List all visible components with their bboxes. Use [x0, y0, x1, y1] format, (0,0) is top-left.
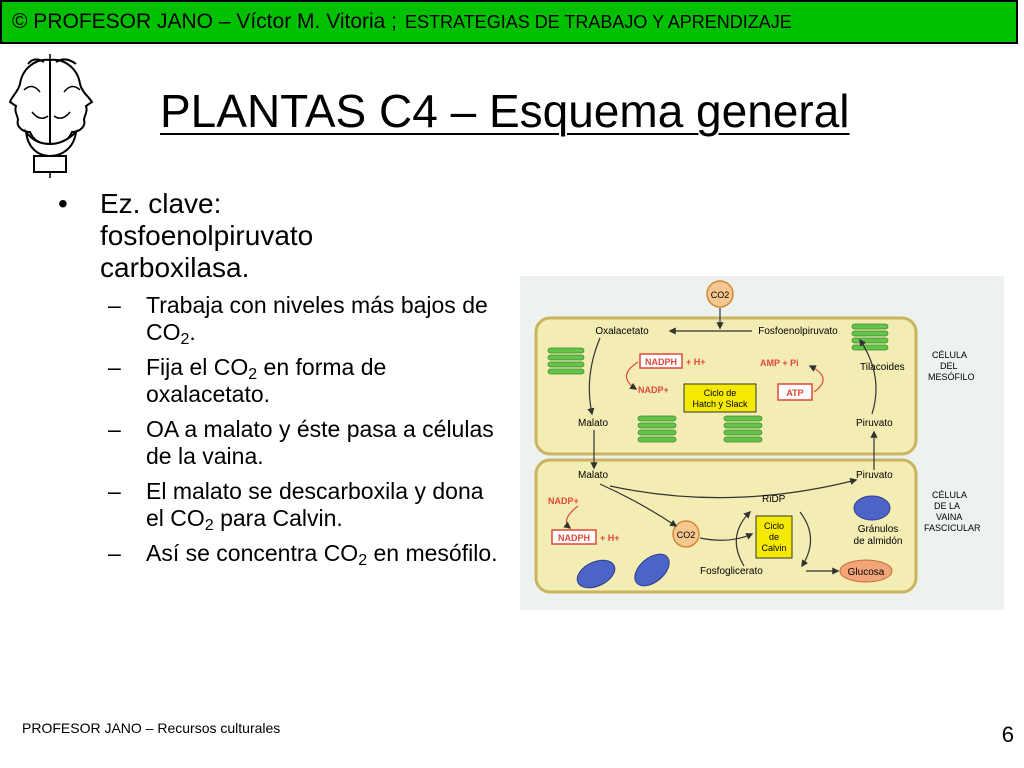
sub-bullet-marker: – [108, 354, 121, 380]
calvin-label-1: Ciclo [763, 521, 785, 531]
calvin-label-2: de [768, 532, 780, 542]
tilacoides-label: Tilacoides [860, 362, 905, 373]
sub-bullet-text: Fija el CO [146, 354, 249, 380]
sub-bullet [108, 354, 508, 408]
sub-bullet-text-end: para Calvin. [213, 505, 343, 531]
sub-bullet [108, 416, 508, 470]
sub-bullet-list [108, 292, 508, 567]
sub-bullet-marker: – [108, 416, 121, 442]
sub-bullet-text: Trabaja con niveles más bajos de CO [146, 292, 488, 345]
ridp-label: RiDP [762, 494, 786, 505]
page-number: 6 [1001, 722, 1014, 747]
piruvato-label-bottom: Piruvato [856, 470, 893, 481]
main-bullet-text: Ez. clave: fosfoenolpiruvato carboxilasa. [100, 188, 314, 283]
footer-text: PROFESOR JANO – Recursos culturales [22, 720, 281, 736]
sub-bullet-marker: – [108, 478, 121, 504]
subscript: 2 [248, 366, 258, 383]
sub-bullet-text-end: . [189, 319, 196, 345]
co2-label-bottom: CO2 [676, 530, 696, 540]
c4-diagram [520, 276, 1004, 610]
nadp-label-bottom: NADP+ [548, 496, 579, 506]
subscript: 2 [180, 331, 190, 348]
sub-bullet-marker: – [108, 292, 121, 318]
nadph-label-top: NADPH [644, 357, 678, 367]
bullet-list [58, 188, 508, 575]
header-copyright: © PROFESOR JANO – Víctor M. Vitoria ; [12, 10, 398, 33]
nadp-label-top: NADP+ [638, 385, 669, 395]
piruvato-label-top: Piruvato [856, 418, 893, 429]
vaina-label-1: CÉLULA [932, 490, 968, 500]
vaina-label-3: VAINA [936, 512, 963, 522]
slide-title: PLANTAS C4 – Esquema general [160, 85, 850, 137]
header-subtitle: ESTRATEGIAS DE TRABAJO Y APRENDIZAJE [405, 11, 792, 32]
oxalacetato-label: Oxalacetato [595, 326, 649, 337]
meso-label-2: DEL [940, 361, 958, 371]
h-plus-label-top: + H+ [686, 357, 706, 367]
vaina-label-2: DE LA [934, 501, 961, 511]
malato-label-bottom: Malato [578, 470, 609, 481]
hatch-label-1: Ciclo de [703, 388, 737, 398]
malato-label-top: Malato [578, 418, 609, 429]
calvin-label-3: Calvin [761, 543, 787, 553]
fosfoglicerato-label: Fosfoglicerato [700, 566, 763, 577]
subscript: 2 [358, 552, 368, 569]
sub-bullet-text-end: en mesófilo. [367, 540, 498, 566]
janus-logo-icon [4, 52, 100, 180]
nadph-label-bottom: NADPH [557, 533, 591, 543]
sub-bullet-text-end: en forma de oxalacetato. [146, 354, 387, 407]
meso-label-3: MESÓFILO [928, 372, 975, 382]
vaina-label-4: FASCICULAR [924, 523, 981, 533]
sub-bullet-text: Así se concentra CO [146, 540, 359, 566]
h-plus-label-bottom: + H+ [600, 533, 620, 543]
sub-bullet [108, 478, 508, 532]
atp-label: ATP [786, 388, 804, 398]
fosfoenolpiruvato-label: Fosfoenolpiruvato [758, 326, 838, 337]
glucosa-label: Glucosa [847, 567, 885, 578]
sub-bullet-marker: – [108, 540, 121, 566]
amp-pi-label: AMP + Pi [760, 358, 799, 368]
hatch-label-2: Hatch y Slack [692, 399, 748, 409]
starch-granule [854, 496, 890, 520]
sub-bullet [108, 292, 508, 346]
main-bullet [58, 188, 508, 284]
co2-label-top: CO2 [710, 290, 730, 300]
granulos-label-2: de almidón [853, 536, 903, 547]
sub-bullet [108, 540, 508, 567]
sub-bullet-text: El malato se descarboxila y dona el CO [146, 478, 484, 531]
subscript: 2 [204, 517, 214, 534]
header-bar [0, 0, 1018, 44]
granulos-label-1: Gránulos [857, 524, 899, 535]
bullet-marker: • [58, 188, 68, 219]
sub-bullet-text: OA a malato y éste pasa a células de la vaina. [146, 416, 494, 469]
meso-label-1: CÉLULA [932, 350, 968, 360]
